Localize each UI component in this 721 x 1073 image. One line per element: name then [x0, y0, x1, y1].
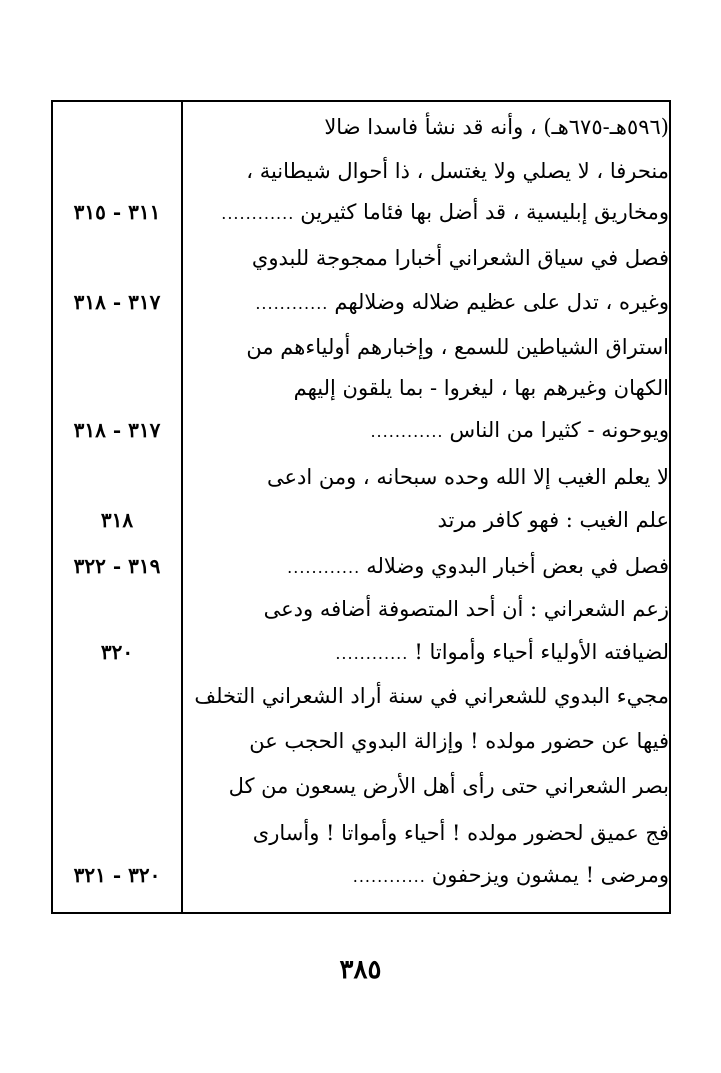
entry-text: ومرضى ! يمشون ويزحفون — [431, 863, 669, 887]
entry-text: ويوحونه - كثيرا من الناس — [449, 418, 669, 442]
dot-leader: ............ — [221, 203, 295, 223]
entry-text: لا يعلم الغيب إلا الله وحده سبحانه ، ومن ادعى — [266, 465, 669, 489]
dot-leader: ............ — [255, 293, 329, 313]
entry-text: وغيره ، تدل على عظيم ضلاله وضلالهم — [334, 290, 669, 314]
page-reference: ٣١٧ - ٣١٨ — [73, 418, 161, 442]
index-entry-line — [231, 726, 669, 756]
page-reference: ٣٢٠ — [100, 640, 134, 664]
index-entry-line — [228, 771, 669, 801]
index-entry-line — [231, 594, 669, 624]
entry-text: فيها عن حضور مولده ! وإزالة البدوي الحجب عن — [249, 729, 669, 753]
page-reference: ٣١٨ — [100, 508, 134, 532]
index-entry-line — [231, 551, 669, 581]
entry-text: منحرفا ، لا يصلي ولا يغتسل ، ذا أحوال شيطانية ، — [246, 159, 669, 183]
page-reference: ٣١١ - ٣١٥ — [73, 200, 161, 224]
entry-text: مجيء البدوي للشعراني في سنة أراد الشعراني التخلف — [194, 684, 669, 708]
index-entry-line — [194, 681, 669, 711]
entry-text: فج عميق لحضور مولده ! أحياء وأمواتا ! وأسارى — [252, 821, 669, 845]
dot-leader: ............ — [335, 643, 409, 663]
entry-text: فصل في بعض أخبار البدوي وضلاله — [366, 554, 669, 578]
column-divider — [181, 100, 183, 914]
page-reference: ٣١٧ - ٣١٨ — [73, 290, 161, 314]
dot-leader: ............ — [370, 421, 444, 441]
dot-leader: ............ — [287, 557, 361, 577]
page-reference: ٣٢٠ - ٣٢١ — [73, 863, 161, 887]
index-entry-line — [231, 243, 669, 273]
entry-text: لضيافته الأولياء أحياء وأمواتا ! — [414, 640, 669, 664]
entry-text: الكهان وغيرهم بها ، ليغروا - بما يلقون إليهم — [293, 376, 669, 400]
page-reference: ٣١٩ - ٣٢٢ — [73, 554, 161, 578]
index-entry-line — [231, 637, 669, 667]
entry-text: (٥٩٦هـ-٦٧٥هـ) ، وأنه قد نشأ فاسدا ضالا — [324, 115, 669, 139]
index-entry-line — [231, 462, 669, 492]
index-entry-line — [231, 156, 669, 186]
index-entry-line — [231, 332, 669, 362]
entry-text: زعم الشعراني : أن أحد المتصوفة أضافه ودعى — [263, 597, 669, 621]
entry-text: علم الغيب : فهو كافر مرتد — [437, 508, 669, 532]
entry-text: بصر الشعراني حتى رأى أهل الأرض يسعون من كل — [228, 774, 669, 798]
index-entry-line — [231, 287, 669, 317]
index-entry-line — [231, 112, 669, 142]
index-entry-line — [231, 860, 669, 890]
index-entry-line — [221, 197, 669, 227]
entry-text: استراق الشياطين للسمع ، وإخبارهم أولياءهم من — [246, 335, 669, 359]
index-entry-line — [231, 415, 669, 445]
entry-text: فصل في سياق الشعراني أخبارا ممجوجة للبدوي — [251, 246, 669, 270]
entry-text: ومخاريق إبليسية ، قد أضل بها فئاما كثيرين — [300, 200, 669, 224]
page-number: ٣٨٥ — [339, 955, 382, 985]
index-entry-line — [231, 505, 669, 535]
index-entry-line — [231, 818, 669, 848]
index-entry-line — [231, 373, 669, 403]
dot-leader: ............ — [352, 866, 426, 886]
